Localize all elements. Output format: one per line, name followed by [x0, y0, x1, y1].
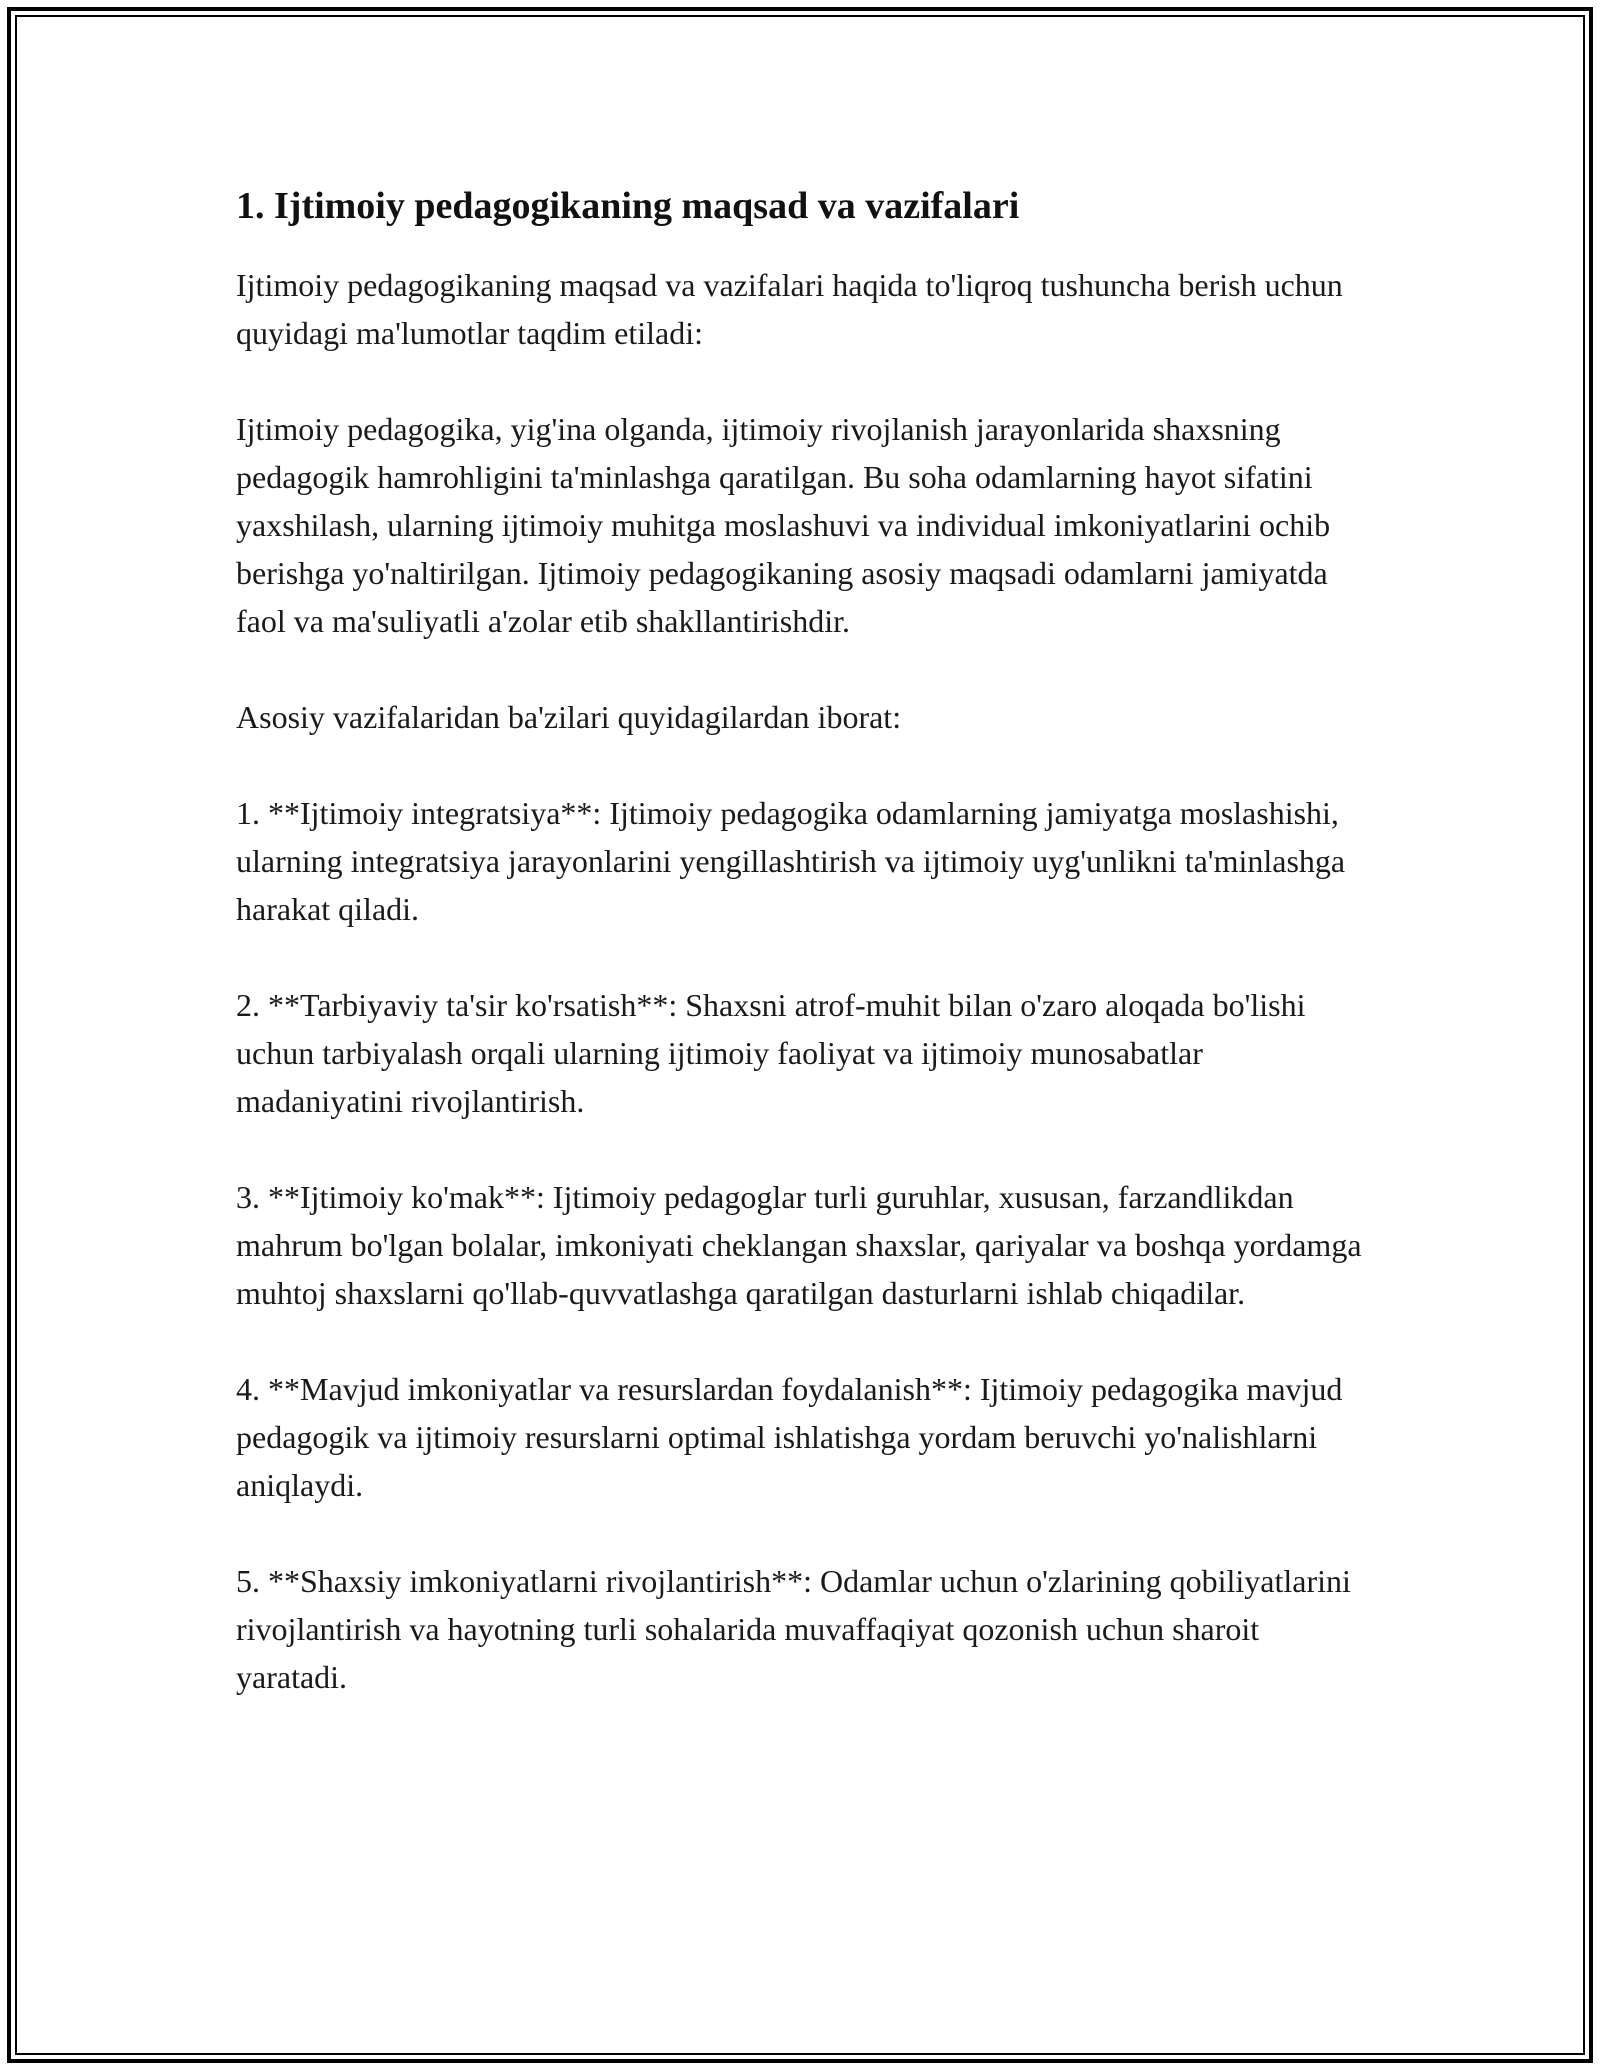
list-intro: Asosiy vazifalaridan ba'zilari quyidagilardan iborat:	[236, 699, 902, 736]
list-item-development: 5. **Shaxsiy imkoniyatlarni rivojlantirish**: Odamlar uchun o'zlarining qobiliyatlarini rivojlantirish va hayotning turli sohalarida muvaffaqiyat qozonish uchun sharoit yaratadi.	[236, 1563, 1351, 1696]
list-item-support: 3. **Ijtimoiy ko'mak**: Ijtimoiy pedagoglar turli guruhlar, xususan, farzandlikdan mahrum bo'lgan bolalar, imkoniyati cheklangan shaxslar, qariyalar va boshqa yordamga muhtoj shaxslarni qo'llab-quvvatlashga qaratilgan dasturlarni ishlab chiqadilar.	[236, 1179, 1362, 1312]
intro-paragraph: Ijtimoiy pedagogikaning maqsad va vazifalari haqida to'liqroq tushuncha berish uchun quyidagi ma'lumotlar taqdim etiladi:	[236, 267, 1343, 352]
list-item-education: 2. **Tarbiyaviy ta'sir ko'rsatish**: Shaxsni atrof-muhit bilan o'zaro aloqada bo'lishi uchun tarbiyalash orqali ularning ijtimoiy faoliyat va ijtimoiy munosabatlar madaniyatini rivojlantirish.	[236, 987, 1306, 1120]
list-item-resources: 4. **Mavjud imkoniyatlar va resurslardan foydalanish**: Ijtimoiy pedagogika mavjud pedagogik va ijtimoiy resurslarni optimal ishlatishga yordam beruvchi yo'nalishlarni aniqlaydi.	[236, 1371, 1343, 1504]
document-body	[236, 180, 1376, 1701]
main-paragraph: Ijtimoiy pedagogika, yig'ina olganda, ijtimoiy rivojlanish jarayonlarida shaxsning pedagogik hamrohligini ta'minlashga qaratilgan. Bu soha odamlarning hayot sifatini yaxshilash, ularning ijtimoiy muhitga moslashuvi va individual imkoniyatlarini ochib berishga yo'naltirilgan. Ijtimoiy pedagogikaning asosiy maqsadi odamlarni jamiyatda faol va ma'suliyatli a'zolar etib shakllantirishdir.	[236, 411, 1331, 640]
list-item-integration: 1. **Ijtimoiy integratsiya**: Ijtimoiy pedagogika odamlarning jamiyatga moslashishi, ularning integratsiya jarayonlarini yengillashtirish va ijtimoiy uyg'unlikni ta'minlashga harakat qiladi.	[236, 795, 1346, 928]
document-title: 1. Ijtimoiy pedagogikaning maqsad va vazifalari	[236, 185, 1020, 227]
